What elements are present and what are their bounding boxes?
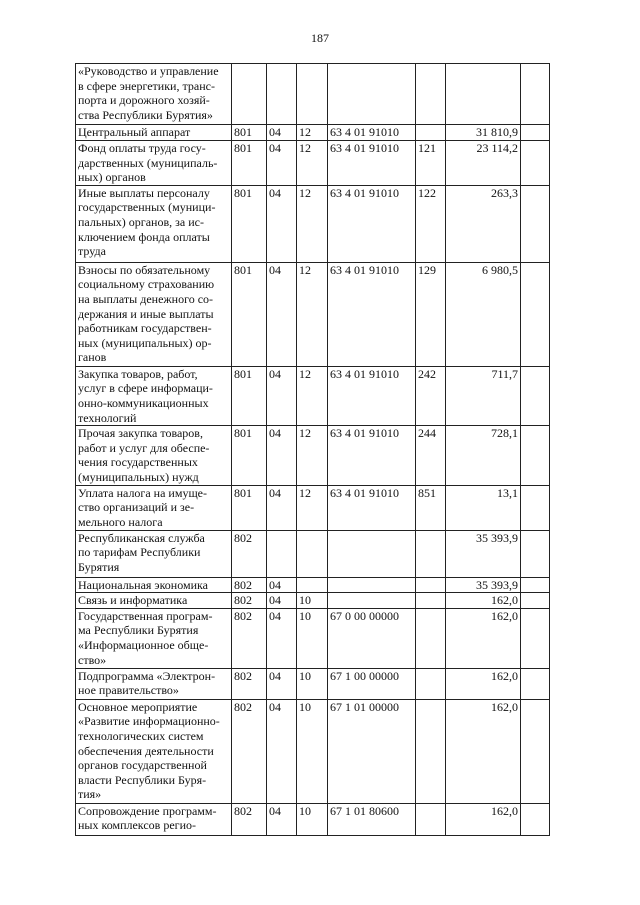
extra-cell (521, 593, 550, 609)
item-name-cell (76, 668, 232, 699)
item-name-line: Подпрограмма «Электрон- (78, 668, 216, 683)
table-row (76, 577, 550, 593)
extra-cell (521, 366, 550, 425)
grbs-cell: 802 (232, 593, 267, 609)
subsection-cell: 10 (297, 803, 328, 835)
item-name-line: (муниципальных) нужд (78, 469, 199, 484)
grbs-cell: 802 (232, 699, 267, 803)
table-row (76, 593, 550, 609)
sum-cell: 35 393,9 (446, 530, 521, 577)
item-name-line: «Развитие информационно- (78, 714, 220, 729)
target-article-cell (328, 64, 416, 125)
sum-cell: 23 114,2 (446, 141, 521, 186)
item-name-cell (76, 426, 232, 485)
item-name-line: Закупка товаров, работ, (78, 366, 198, 381)
item-name-line: ных (муниципальных) ор- (78, 335, 212, 350)
target-article-cell: 67 1 01 00000 (328, 699, 416, 803)
item-name-line: органов государственной (78, 758, 207, 773)
table-row (76, 699, 550, 803)
sum-cell: 162,0 (446, 668, 521, 699)
expense-type-cell (416, 64, 446, 125)
grbs-cell: 802 (232, 608, 267, 668)
grbs-cell: 801 (232, 262, 267, 366)
expense-type-cell (416, 699, 446, 803)
target-article-cell: 63 4 01 91010 (328, 125, 416, 141)
extra-cell (521, 262, 550, 366)
grbs-cell: 801 (232, 485, 267, 530)
target-article-cell: 63 4 01 91010 (328, 141, 416, 186)
item-name-line: Фонд оплаты труда госу- (78, 141, 206, 155)
table-row (76, 366, 550, 425)
section-cell: 04 (267, 141, 297, 186)
item-name-line: Центральный аппарат (78, 125, 191, 139)
item-name-line: «Руководство и управление (78, 64, 219, 78)
table-row (76, 485, 550, 530)
sum-cell: 31 810,9 (446, 125, 521, 141)
sum-cell: 13,1 (446, 485, 521, 530)
item-name-line: тия» (78, 787, 102, 802)
item-name-cell (76, 262, 232, 366)
item-name-line: мельного налога (78, 514, 163, 529)
extra-cell (521, 608, 550, 668)
item-name-line: ства Республики Бурятия» (78, 107, 213, 122)
item-name-line: ных комплексов регио- (78, 818, 196, 833)
expense-type-cell: 129 (416, 262, 446, 366)
sum-cell: 162,0 (446, 803, 521, 835)
item-name-line: по тарифам Республики (78, 545, 201, 560)
expense-type-cell: 122 (416, 185, 446, 262)
extra-cell (521, 530, 550, 577)
extra-cell (521, 185, 550, 262)
section-cell: 04 (267, 426, 297, 485)
expense-type-cell (416, 608, 446, 668)
table-row (76, 141, 550, 186)
item-name-line: работ и услуг для обеспе- (78, 440, 210, 455)
item-name-line: Взносы по обязательному (78, 262, 211, 277)
table-body (76, 64, 550, 836)
extra-cell (521, 668, 550, 699)
extra-cell (521, 141, 550, 186)
sum-cell: 162,0 (446, 699, 521, 803)
item-name-line: обеспечения деятельности (78, 743, 214, 758)
item-name-line: чения государственных (78, 455, 198, 470)
expense-type-cell (416, 803, 446, 835)
item-name-line: дарственных (муниципаль- (78, 155, 218, 170)
subsection-cell: 12 (297, 485, 328, 530)
target-article-cell (328, 577, 416, 593)
extra-cell (521, 699, 550, 803)
subsection-cell: 12 (297, 426, 328, 485)
item-name-line: государственных (муници- (78, 200, 216, 215)
sum-cell: 263,3 (446, 185, 521, 262)
expense-type-cell (416, 593, 446, 609)
item-name-cell (76, 141, 232, 186)
section-cell: 04 (267, 262, 297, 366)
budget-table (75, 63, 550, 836)
table-row (76, 185, 550, 262)
expense-type-cell: 121 (416, 141, 446, 186)
subsection-cell (297, 530, 328, 577)
grbs-cell: 802 (232, 668, 267, 699)
subsection-cell: 12 (297, 141, 328, 186)
grbs-cell: 801 (232, 366, 267, 425)
subsection-cell: 12 (297, 366, 328, 425)
item-name-line: ное правительство» (78, 683, 179, 698)
sum-cell: 35 393,9 (446, 577, 521, 593)
expense-type-cell: 242 (416, 366, 446, 425)
grbs-cell: 802 (232, 803, 267, 835)
item-name-line: на выплаты денежного со- (78, 291, 214, 306)
table-row (76, 125, 550, 141)
item-name-cell (76, 699, 232, 803)
grbs-cell: 801 (232, 185, 267, 262)
item-name-cell (76, 125, 232, 141)
sum-cell (446, 64, 521, 125)
item-name-line: «Информационное обще- (78, 637, 209, 652)
target-article-cell (328, 593, 416, 609)
sum-cell: 728,1 (446, 426, 521, 485)
item-name-cell (76, 608, 232, 668)
grbs-cell: 801 (232, 426, 267, 485)
target-article-cell: 63 4 01 91010 (328, 485, 416, 530)
item-name-cell (76, 366, 232, 425)
item-name-line: Национальная экономика (78, 577, 208, 592)
expense-type-cell (416, 668, 446, 699)
sum-cell: 162,0 (446, 593, 521, 609)
item-name-line: ных) органов (78, 170, 146, 185)
subsection-cell (297, 64, 328, 125)
section-cell: 04 (267, 699, 297, 803)
item-name-line: онно-коммуникационных (78, 395, 209, 410)
table-row (76, 426, 550, 485)
section-cell (267, 530, 297, 577)
table-row (76, 668, 550, 699)
section-cell: 04 (267, 608, 297, 668)
item-name-line: держания и иные выплаты (78, 306, 214, 321)
target-article-cell: 63 4 01 91010 (328, 366, 416, 425)
subsection-cell: 10 (297, 699, 328, 803)
expense-type-cell: 244 (416, 426, 446, 485)
extra-cell (521, 426, 550, 485)
item-name-line: Сопровождение программ- (78, 803, 217, 818)
target-article-cell: 67 0 00 00000 (328, 608, 416, 668)
sum-cell: 711,7 (446, 366, 521, 425)
target-article-cell: 63 4 01 91010 (328, 185, 416, 262)
expense-type-cell (416, 577, 446, 593)
item-name-cell (76, 803, 232, 835)
table-row (76, 262, 550, 366)
extra-cell (521, 125, 550, 141)
section-cell (267, 64, 297, 125)
extra-cell (521, 64, 550, 125)
section-cell: 04 (267, 366, 297, 425)
table-row (76, 608, 550, 668)
subsection-cell: 12 (297, 185, 328, 262)
grbs-cell: 802 (232, 577, 267, 593)
grbs-cell: 801 (232, 141, 267, 186)
sum-cell: 6 980,5 (446, 262, 521, 366)
item-name-line: социальному страхованию (78, 277, 215, 292)
table-row (76, 530, 550, 577)
item-name-line: Прочая закупка товаров, (78, 426, 203, 441)
target-article-cell: 67 1 00 00000 (328, 668, 416, 699)
section-cell: 04 (267, 593, 297, 609)
item-name-line: ганов (78, 350, 107, 365)
sum-cell: 162,0 (446, 608, 521, 668)
section-cell: 04 (267, 803, 297, 835)
item-name-line: ство организаций и зе- (78, 500, 195, 515)
section-cell: 04 (267, 485, 297, 530)
subsection-cell: 10 (297, 593, 328, 609)
item-name-cell (76, 64, 232, 125)
item-name-line: труда (78, 244, 106, 259)
item-name-cell (76, 185, 232, 262)
item-name-line: Связь и информатика (78, 593, 188, 608)
subsection-cell: 10 (297, 608, 328, 668)
subsection-cell (297, 577, 328, 593)
target-article-cell: 63 4 01 91010 (328, 262, 416, 366)
item-name-line: власти Республики Буря- (78, 772, 207, 787)
item-name-line: порта и дорожного хозяй- (78, 93, 210, 108)
table-row (76, 803, 550, 835)
item-name-cell (76, 485, 232, 530)
subsection-cell: 10 (297, 668, 328, 699)
target-article-cell: 63 4 01 91010 (328, 426, 416, 485)
item-name-line: услуг в сфере информаци- (78, 381, 213, 396)
item-name-line: Уплата налога на имуще- (78, 485, 207, 500)
expense-type-cell (416, 530, 446, 577)
item-name-line: ма Республики Бурятия (78, 623, 199, 638)
item-name-line: Государственная програм- (78, 608, 213, 623)
item-name-line: ство» (78, 652, 107, 667)
item-name-line: ключением фонда оплаты (78, 229, 210, 244)
expense-type-cell: 851 (416, 485, 446, 530)
extra-cell (521, 803, 550, 835)
section-cell: 04 (267, 668, 297, 699)
section-cell: 04 (267, 125, 297, 141)
section-cell: 04 (267, 577, 297, 593)
item-name-line: работникам государствен- (78, 321, 212, 336)
expense-type-cell (416, 125, 446, 141)
section-cell: 04 (267, 185, 297, 262)
item-name-cell (76, 577, 232, 593)
item-name-line: Иные выплаты персоналу (78, 185, 210, 200)
target-article-cell: 67 1 01 80600 (328, 803, 416, 835)
target-article-cell (328, 530, 416, 577)
item-name-line: Основное мероприятие (78, 699, 198, 714)
grbs-cell (232, 64, 267, 125)
item-name-line: пальных) органов, за ис- (78, 214, 204, 229)
item-name-cell (76, 593, 232, 609)
item-name-line: технологий (78, 410, 137, 425)
item-name-line: Республиканская служба (78, 530, 205, 545)
item-name-line: Бурятия (78, 559, 120, 574)
item-name-cell (76, 530, 232, 577)
item-name-line: технологических систем (78, 728, 204, 743)
grbs-cell: 801 (232, 125, 267, 141)
extra-cell (521, 577, 550, 593)
item-name-line: в сфере энергетики, транс- (78, 78, 215, 93)
page-number: 187 (311, 31, 329, 45)
extra-cell (521, 485, 550, 530)
subsection-cell: 12 (297, 125, 328, 141)
grbs-cell: 802 (232, 530, 267, 577)
table-row (76, 64, 550, 125)
subsection-cell: 12 (297, 262, 328, 366)
